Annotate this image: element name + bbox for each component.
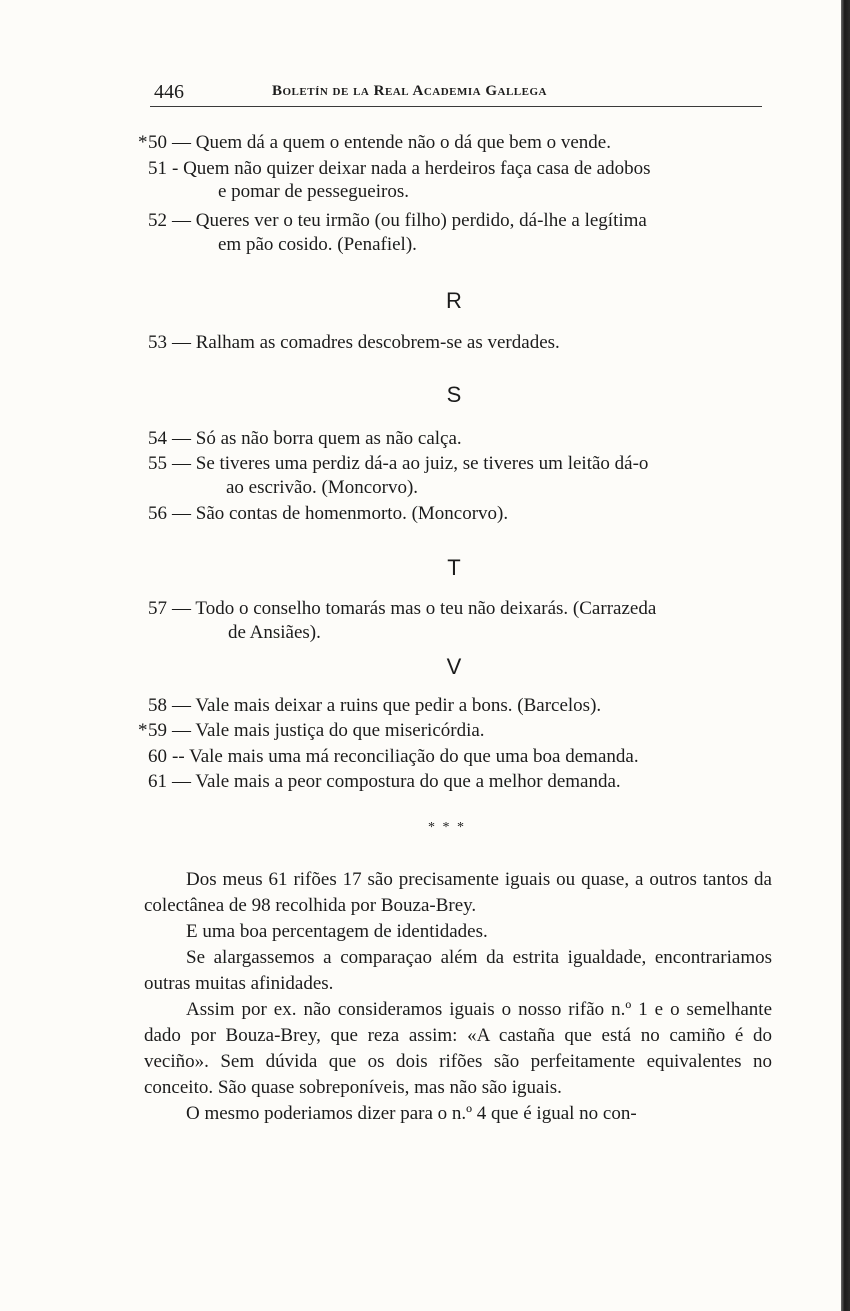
entry-number: 52 (148, 210, 167, 231)
entry-number: 51 (148, 158, 167, 179)
proverb-entry-54 (138, 427, 462, 451)
entry-number: 60 (148, 746, 167, 767)
entry-dash: — (172, 453, 191, 474)
proverb-entry-60 (138, 745, 639, 769)
paragraph: Assim por ex. não consideramos iguais o nosso rifão n.º 1 e o semelhante dado por Bouza-Brey, que reza assim: «A castaña que está no camiño é do veciño». Sem dúvida que os dois rifões são perfeitamente equivalentes no conceito. São quase sobreponíveis, mas não são iguais. (144, 999, 772, 1098)
entry-dash: — (172, 332, 191, 353)
entry-dash: — (172, 695, 191, 716)
entry-number: 55 (148, 453, 167, 474)
entry-number: 54 (148, 428, 167, 449)
entry-dash: — (172, 598, 191, 619)
proverb-entry-55 (138, 452, 648, 476)
entry-number: 57 (148, 598, 167, 619)
scan-edge (841, 0, 850, 1311)
entry-number: 58 (148, 695, 167, 716)
section-letter-t: T (447, 555, 461, 580)
page-number: 446 (154, 81, 184, 103)
entry-dash: — (172, 210, 191, 231)
proverb-entry-50 (138, 131, 611, 155)
entry-dash: — (172, 771, 191, 792)
entry-52-continuation: em pão cosido. (Penafiel). (218, 234, 417, 255)
entry-dash: — (172, 503, 191, 524)
entry-text: Queres ver o teu irmão (ou filho) perdido, dá-lhe a legítima (195, 210, 647, 231)
entry-text: Se tiveres uma perdiz dá-a ao juiz, se tiveres um leitão dá-o (195, 453, 649, 474)
page-header (150, 78, 762, 107)
entry-text: Vale mais deixar a ruins que pedir a bons. (Barcelos). (195, 695, 602, 716)
body-text (144, 867, 772, 1127)
entry-text: Todo o conselho tomarás mas o teu não deixarás. (Carrazeda (195, 598, 657, 619)
paragraph: Se alargassemos a comparaçao além da estrita igualdade, encontrariamos outras muitas afinidades. (144, 947, 772, 994)
paragraph: O mesmo poderiamos dizer para o n.º 4 que é igual no con- (186, 1103, 637, 1124)
paragraph: E uma boa percentagem de identidades. (186, 921, 488, 942)
proverb-entry-61 (138, 770, 621, 794)
entry-number: 53 (148, 332, 167, 353)
entry-text: Vale mais uma má reconciliação do que uma boa demanda. (189, 746, 639, 767)
proverb-entry-56 (138, 502, 508, 526)
section-separator: * * * (428, 820, 466, 835)
entry-text: Quem não quizer deixar nada a herdeiros faça casa de adobos (183, 158, 651, 179)
proverb-entry-51 (138, 157, 650, 181)
entry-text: Quem dá a quem o entende não o dá que bem o vende. (195, 132, 611, 153)
proverb-entry-59 (138, 719, 485, 743)
entry-dash: — (172, 720, 191, 741)
asterisk-mark: * (138, 720, 148, 741)
entry-number: 59 (148, 720, 167, 741)
running-title: Boletín de la Real Academia Gallega (272, 83, 547, 99)
entry-57-continuation: de Ansiães). (228, 622, 321, 643)
proverb-entry-53 (138, 331, 560, 355)
proverb-entry-52 (138, 209, 647, 233)
entry-text: Só as não borra quem as não calça. (195, 428, 462, 449)
entry-dash: - (172, 158, 179, 179)
entry-number: 50 (148, 132, 167, 153)
proverb-entry-57 (138, 597, 656, 621)
entry-text: Ralham as comadres descobrem-se as verdades. (195, 332, 560, 353)
entry-number: 56 (148, 503, 167, 524)
paragraph: Dos meus 61 rifões 17 são precisamente iguais ou quase, a outros tantos da colectânea de 98 recolhida por Bouza-Brey. (144, 869, 772, 916)
entry-number: 61 (148, 771, 167, 792)
entry-dash: — (172, 428, 191, 449)
entry-55-continuation: ao escrivão. (Moncorvo). (226, 477, 419, 498)
section-letter-r: R (446, 288, 462, 313)
entry-text: Vale mais justiça do que misericórdia. (195, 720, 485, 741)
entry-text: Vale mais a peor compostura do que a melhor demanda. (195, 771, 621, 792)
section-letter-v: V (446, 654, 462, 679)
asterisk-mark: * (138, 132, 148, 153)
section-letter-s: S (446, 382, 462, 407)
entry-dash: — (172, 132, 191, 153)
entry-dash: -- (172, 746, 185, 767)
entry-51-continuation: e pomar de pessegueiros. (218, 181, 409, 202)
proverb-entry-58 (138, 694, 601, 718)
entry-text: São contas de homenmorto. (Moncorvo). (195, 503, 509, 524)
